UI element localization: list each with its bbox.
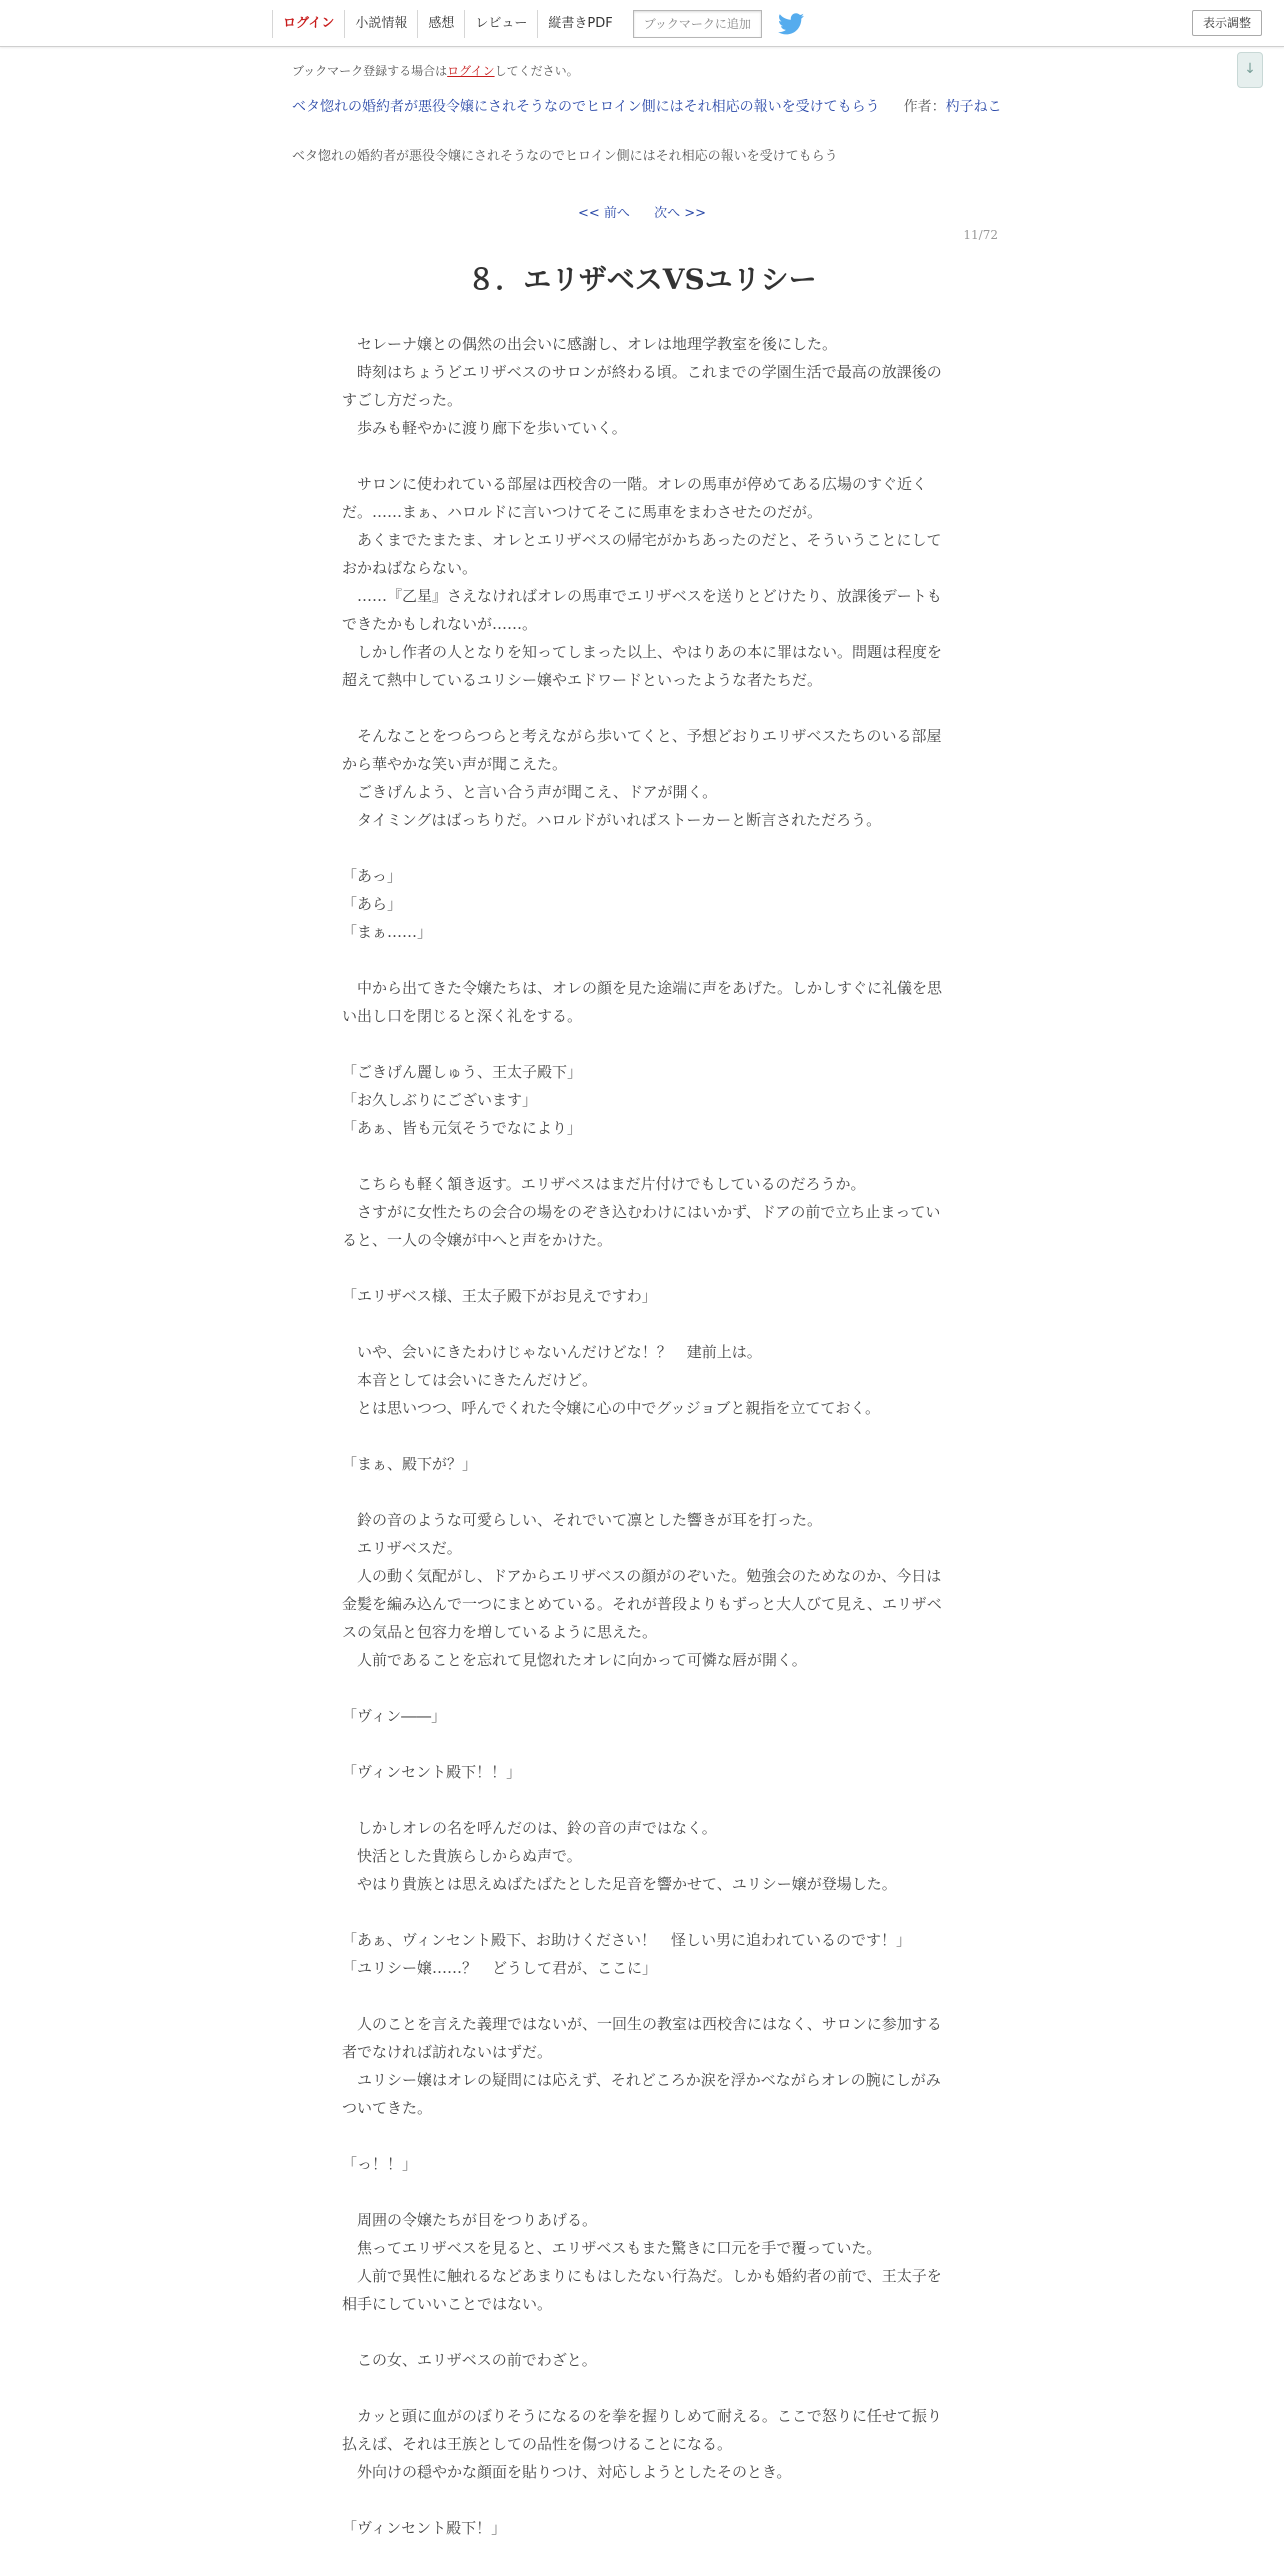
body-line: 周囲の令嬢たちが目をつりあげる。 — [342, 2211, 598, 2229]
blank-line — [342, 1730, 942, 1758]
body-line: 「まぁ、殿下が？」 — [342, 1455, 478, 1473]
body-line: 快活とした貴族らしからぬ声で。 — [342, 1847, 582, 1865]
page-counter: 11/72 — [963, 228, 998, 242]
chapter-subtitle: ベタ惚れの婚約者が悪役令嬢にされそうなのでヒロイン側にはそれ相応の報いを受けてもらう — [292, 149, 838, 164]
blank-line — [342, 946, 942, 974]
pager — [0, 202, 1284, 221]
blank-line — [342, 2486, 942, 2514]
body-line: サロンに使われている部屋は西校舎の一階。オレの馬車が停めてある広場のすぐ近くだ。……まぁ、ハロルドに言いつけてそこに馬車をまわさせたのだが。 — [342, 475, 928, 521]
nav-review-link[interactable]: レビュー — [464, 10, 537, 38]
body-line: ごきげんよう、と言い合う声が聞こえ、ドアが開く。 — [342, 783, 718, 801]
nav-impressions-link[interactable]: 感想 — [417, 10, 464, 38]
nav-menu — [272, 9, 804, 39]
next-page-link[interactable]: 次へ >> — [654, 206, 706, 221]
body-line: 「ごきげん麗しゅう、王太子殿下」 — [342, 1063, 583, 1081]
bookmark-notice-before: ブックマーク登録する場合は — [292, 64, 448, 78]
body-line: しかし作者の人となりを知ってしまった以上、やはりあの本に罪はない。問題は程度を超えて熱中しているユリシー嬢やエドワードといったような者たちだ。 — [342, 643, 943, 689]
blank-line — [342, 442, 942, 470]
chapter-title: ８．エリザベスVSユリシー — [467, 263, 817, 296]
blank-line — [342, 834, 942, 862]
body-line: 人のことを言えた義理ではないが、一回生の教室は西校舎にはなく、サロンに参加する者でなければ訪れないはずだ。 — [342, 2015, 942, 2061]
body-line: 歩みも軽やかに渡り廊下を歩いていく。 — [342, 419, 627, 437]
body-line: タイミングはばっちりだ。ハロルドがいればストーカーと断言されただろう。 — [342, 811, 882, 829]
scroll-down-arrow-icon[interactable]: ↓ — [1237, 52, 1263, 88]
body-line: 焦ってエリザベスを見ると、エリザベスもまた驚きに口元を手で覆っていた。 — [342, 2239, 882, 2257]
novel-body — [342, 330, 942, 2542]
author-link[interactable]: 杓子ねこ — [945, 99, 1002, 115]
body-line: しかしオレの名を呼んだのは、鈴の音の声ではなく。 — [342, 1819, 717, 1837]
twitter-bird-icon[interactable] — [778, 13, 804, 35]
blank-line — [342, 2122, 942, 2150]
body-line: 本音としては会いにきたんだけど。 — [342, 1371, 598, 1389]
body-line: 「あぁ、ヴィンセント殿下、お助けください！ 怪しい男に追われているのです！」 — [342, 1931, 911, 1949]
prev-page-link[interactable]: << 前へ — [578, 206, 630, 221]
add-bookmark-button[interactable]: ブックマークに追加 — [633, 10, 762, 38]
series-title-link[interactable]: ベタ惚れの婚約者が悪役令嬢にされそうなのでヒロイン側にはそれ相応の報いを受けてもらう — [292, 99, 880, 115]
series-title-block — [292, 96, 1032, 118]
body-line: あくまでたまたま、オレとエリザベスの帰宅がかちあったのだと、そういうことにしておかねばならない。 — [342, 531, 942, 577]
blank-line — [342, 1142, 942, 1170]
body-line: ……『乙星』さえなければオレの馬車でエリザベスを送りとどけたり、放課後デートもできたかもしれないが……。 — [342, 587, 942, 633]
blank-line — [342, 2318, 942, 2346]
body-line: こちらも軽く頷き返す。エリザベスはまだ片付けでもしているのだろうか。 — [342, 1175, 866, 1193]
blank-line — [342, 694, 942, 722]
body-line: 「ユリシー嬢……？ どうして君が、ここに」 — [342, 1959, 658, 1977]
body-line: 「ヴィンセント殿下！！」 — [342, 1763, 522, 1781]
body-line: 「まぁ……」 — [342, 923, 433, 941]
top-nav-bar — [0, 0, 1284, 47]
body-line: 人の動く気配がし、ドアからエリザベスの顔がのぞいた。勉強会のためなのか、今日は金髪を編み込んで一つにまとめている。それが普段よりもずっと大人びて見え、エリザベスの気品と包容力を増しているように思えた。 — [342, 1567, 942, 1641]
blank-line — [342, 1786, 942, 1814]
body-line: ユリシー嬢はオレの疑問には応えず、それどころか涙を浮かべながらオレの腕にしがみついてきた。 — [342, 2071, 941, 2117]
blank-line — [342, 1898, 942, 1926]
body-line: 外向けの穏やかな顔面を貼りつけ、対応しようとしたそのとき。 — [342, 2463, 792, 2481]
nav-login-link[interactable]: ログイン — [272, 10, 344, 38]
body-line: この女、エリザベスの前でわざと。 — [342, 2351, 597, 2369]
body-line: 人前で異性に触れるなどあまりにもはしたない行為だ。しかも婚約者の前で、王太子を相手にしていいことではない。 — [342, 2267, 942, 2313]
body-line: 「エリザベス様、王太子殿下がお見えですわ」 — [342, 1287, 657, 1305]
blank-line — [342, 2374, 942, 2402]
body-line: さすがに女性たちの会合の場をのぞき込むわけにはいかず、ドアの前で立ち止まっていると、一人の令嬢が中へと声をかけた。 — [342, 1203, 941, 1249]
nav-pdf-link[interactable]: 縦書きPDF — [537, 10, 622, 38]
body-line: 時刻はちょうどエリザベスのサロンが終わる頃。これまでの学園生活で最高の放課後のすごし方だった。 — [342, 363, 942, 409]
blank-line — [342, 2178, 942, 2206]
blank-line — [342, 1478, 942, 1506]
body-line: そんなことをつらつらと考えながら歩いてくと、予想どおりエリザベスたちのいる部屋から華やかな笑い声が聞こえた。 — [342, 727, 942, 773]
body-line: エリザベスだ。 — [342, 1539, 462, 1557]
body-line: 「ヴィン――」 — [342, 1707, 447, 1725]
body-line: 鈴の音のような可愛らしい、それでいて凛とした響きが耳を打った。 — [342, 1511, 823, 1529]
blank-line — [342, 1422, 942, 1450]
body-line: 「あぁ、皆も元気そうでなにより」 — [342, 1119, 582, 1137]
body-line: セレーナ嬢との偶然の出会いに感謝し、オレは地理学教室を後にした。 — [342, 335, 838, 353]
body-line: 「あら」 — [342, 895, 403, 913]
blank-line — [342, 1254, 942, 1282]
blank-line — [342, 1674, 942, 1702]
bookmark-notice-login-link[interactable]: ログイン — [447, 64, 495, 78]
body-line: カッと頭に血がのぼりそうになるのを拳を握りしめて耐える。ここで怒りに任せて振り払えば、それは王族としての品性を傷つけることになる。 — [342, 2407, 942, 2453]
body-line: 「お久しぶりにございます」 — [342, 1091, 538, 1109]
body-line: 「っ！！」 — [342, 2155, 418, 2173]
display-settings-button[interactable]: 表示調整 — [1192, 10, 1262, 36]
blank-line — [342, 1310, 942, 1338]
body-line: やはり貴族とは思えぬばたばたとした足音を響かせて、ユリシー嬢が登場した。 — [342, 1875, 897, 1893]
blank-line — [342, 1982, 942, 2010]
body-line: 人前であることを忘れて見惚れたオレに向かって可憐な唇が開く。 — [342, 1651, 807, 1669]
author-label: 作者： — [903, 99, 946, 115]
body-line: とは思いつつ、呼んでくれた令嬢に心の中でグッジョブと親指を立てておく。 — [342, 1399, 881, 1417]
body-line: 中から出てきた令嬢たちは、オレの顔を見た途端に声をあげた。しかしすぐに礼儀を思い出し口を閉じると深く礼をする。 — [342, 979, 943, 1025]
body-line: 「ヴィンセント殿下！」 — [342, 2519, 507, 2537]
blank-line — [342, 1030, 942, 1058]
body-line: いや、会いにきたわけじゃないんだけどな！？ 建前上は。 — [342, 1343, 762, 1361]
body-line: 「あっ」 — [342, 867, 402, 885]
bookmark-notice — [292, 62, 579, 79]
nav-novel-info-link[interactable]: 小説情報 — [344, 10, 417, 38]
bookmark-notice-after: してください。 — [494, 64, 579, 78]
